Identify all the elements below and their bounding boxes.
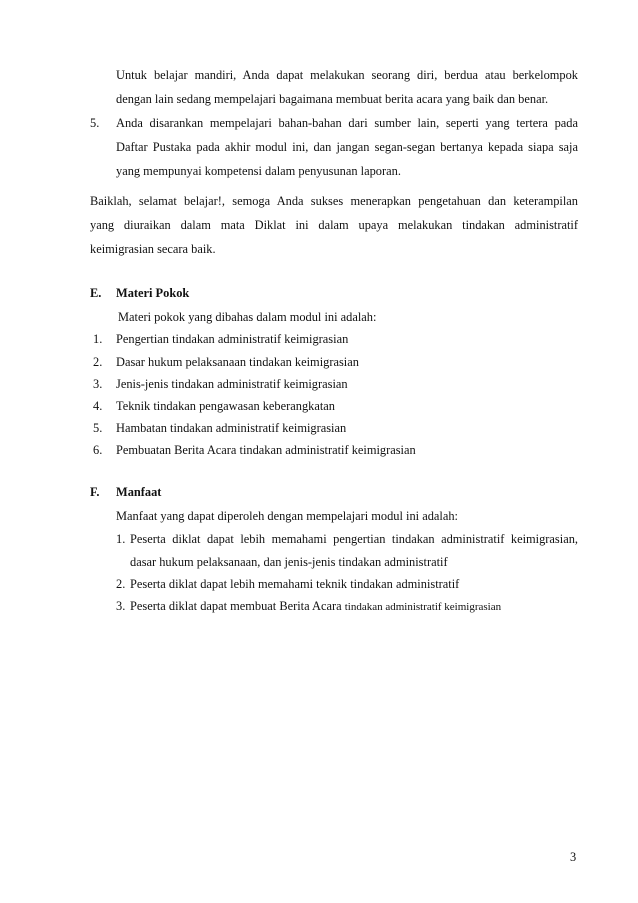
section-f-item-3-number: 3. [116, 599, 126, 613]
item-5-number: 5. [90, 116, 100, 130]
section-e-item-2-number: 2. [93, 355, 103, 369]
section-e-item-1-number: 1. [93, 332, 103, 346]
section-f-item-2-text: Peserta diklat dapat lebih memahami teknik tindakan administratif [130, 577, 460, 591]
section-f-title: Manfaat [116, 485, 162, 499]
section-e-item-2-text: Dasar hukum pelaksanaan tindakan keimigrasian [116, 355, 359, 369]
section-e-item-4-number: 4. [93, 399, 103, 413]
section-e-title: Materi Pokok [116, 286, 190, 300]
section-f-item-2-number: 2. [116, 577, 126, 591]
section-e-item-3-number: 3. [93, 377, 103, 391]
page-number: 3 [570, 850, 577, 864]
section-f-item-1-number: 1. [116, 532, 126, 546]
section-f-item-1-line-2: dasar hukum pelaksanaan, dan jenis-jenis tindakan administratif [130, 555, 448, 569]
section-e-item-5-text: Hambatan tindakan administratif keimigrasian [116, 421, 347, 435]
section-f-item-1-line-1: Peserta diklat dapat lebih memahami pengertian tindakan administratif keimigrasian, [130, 532, 578, 546]
section-e-item-5-number: 5. [93, 421, 103, 435]
section-e-intro: Materi pokok yang dibahas dalam modul ini adalah: [118, 310, 377, 324]
closing-line-2: yang diuraikan dalam mata Diklat ini dalam upaya melakukan tindakan administratif [90, 218, 578, 232]
item-5-line-3: yang mempunyai kompetensi dalam penyusunan laporan. [116, 164, 401, 178]
section-e-letter: E. [90, 286, 102, 300]
item-5-line-1: Anda disarankan mempelajari bahan-bahan dari sumber lain, seperti yang tertera pada [116, 116, 578, 130]
section-e-item-4-text: Teknik tindakan pengawasan keberangkatan [116, 399, 335, 413]
section-e-item-6-text: Pembuatan Berita Acara tindakan administratif keimigrasian [116, 443, 416, 457]
item-5-line-2: Daftar Pustaka pada akhir modul ini, dan jangan segan-segan bertanya kepada siapa saja [116, 140, 578, 154]
closing-line-1: Baiklah, selamat belajar!, semoga Anda sukses menerapkan pengetahuan dan keterampilan [90, 194, 578, 208]
section-e-item-6-number: 6. [93, 443, 103, 457]
intro-line-1: Untuk belajar mandiri, Anda dapat melakukan seorang diri, berdua atau berkelompok [116, 68, 578, 82]
section-f-letter: F. [90, 485, 100, 499]
section-e-item-1-text: Pengertian tindakan administratif keimigrasian [116, 332, 349, 346]
section-f-item-3-text [130, 599, 501, 615]
section-f-item-3-text-main: Peserta diklat dapat membuat Berita Acara [130, 599, 342, 613]
closing-line-3: keimigrasian secara baik. [90, 242, 216, 256]
section-f-item-3-text-small: tindakan administratif keimigrasian [344, 601, 502, 613]
intro-line-2: dengan lain sedang mempelajari bagaimana membuat berita acara yang baik dan benar. [116, 92, 549, 106]
section-e-item-3-text: Jenis-jenis tindakan administratif keimigrasian [116, 377, 348, 391]
section-f-intro: Manfaat yang dapat diperoleh dengan mempelajari modul ini adalah: [116, 509, 458, 523]
